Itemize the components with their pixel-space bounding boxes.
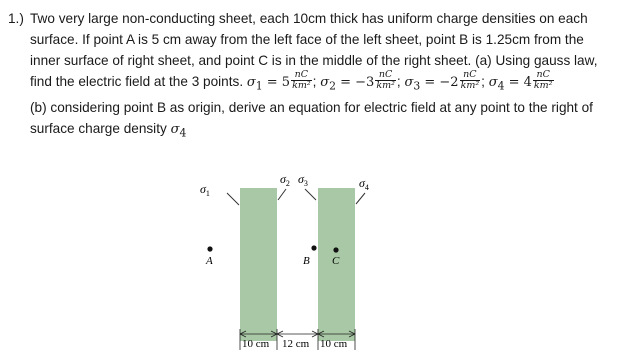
sigma4-unit: $\frac{nC}{\text{km²}}$ <box>533 68 553 91</box>
sigma4-label: $\sigma_4$ <box>359 176 369 192</box>
sigma4-equation: $\sigma_4 = 4$ <box>488 75 532 93</box>
sigma2-unit: $\frac{nC}{\text{km²}}$ <box>376 68 395 91</box>
sigma1-unit: $\frac{nC}{\text{km²}}$ <box>292 68 311 91</box>
problem-text-line-2: surface. If point A is 5 cm away from the left face of the left sheet, point B is 1.25cm from the <box>30 32 584 47</box>
dimension-gap: 12 cm <box>282 338 310 350</box>
problem-text-line-3: inner surface of right sheet, and point C is in the middle of the right sheet. (a) Using gauss law, <box>30 53 598 68</box>
sigma4-leader <box>356 193 365 204</box>
sigma1-leader <box>227 193 239 205</box>
point-a-label: A <box>206 255 213 267</box>
sigma1-equation: $\sigma_1 = 5$ <box>246 75 291 93</box>
problem-line-4: find the electric field at the 3 points. $\sigma_1 = 5$ $\frac{nC}{\text{km²}}$ ; $\sigma_2 = -3$ $\frac{nC}{\text{km²}}$ ; $\sigma_3 = -2$ $\frac{nC}{\text{km²}}$ ; $\sigma_4 = 4$ $\frac{nC}{\text{km²}}$ <box>30 68 553 93</box>
point-a-dot <box>207 246 212 251</box>
sigma3-equation: $\sigma_3 = -2$ <box>404 75 459 93</box>
problem-text-line-1: Two very large non-conducting sheet, each 10cm thick has uniform charge densities on each <box>30 11 588 26</box>
point-c-label: C <box>332 255 340 267</box>
problem-text-line-6: surface charge density <box>30 120 167 136</box>
sigma2-label: $\sigma_2$ <box>280 172 290 188</box>
sigma4-reference: $\sigma_4$ <box>170 121 187 140</box>
sigma1-label: $\sigma_1$ <box>200 182 210 198</box>
point-c-dot <box>333 247 338 252</box>
dimension-left-sheet: 10 cm <box>242 338 270 350</box>
sigma3-label: $\sigma_3$ <box>298 172 308 188</box>
sigma3-unit: $\frac{nC}{\text{km²}}$ <box>460 68 480 91</box>
left-sheet <box>240 188 277 341</box>
point-b-dot <box>311 245 316 250</box>
problem-number: 1.) <box>8 11 24 26</box>
sigma2-leader <box>278 189 286 200</box>
point-b-label: B <box>303 255 310 267</box>
sigma2-equation: $\sigma_2 = -3$ <box>320 75 375 93</box>
problem-text-line-4: find the electric field at the 3 points. <box>30 74 244 89</box>
sigma3-leader <box>305 189 316 200</box>
dimension-right-sheet: 10 cm <box>320 338 348 350</box>
problem-text-line-5: (b) considering point B as origin, derive an equation for electric field at any point to the right of <box>30 99 593 115</box>
